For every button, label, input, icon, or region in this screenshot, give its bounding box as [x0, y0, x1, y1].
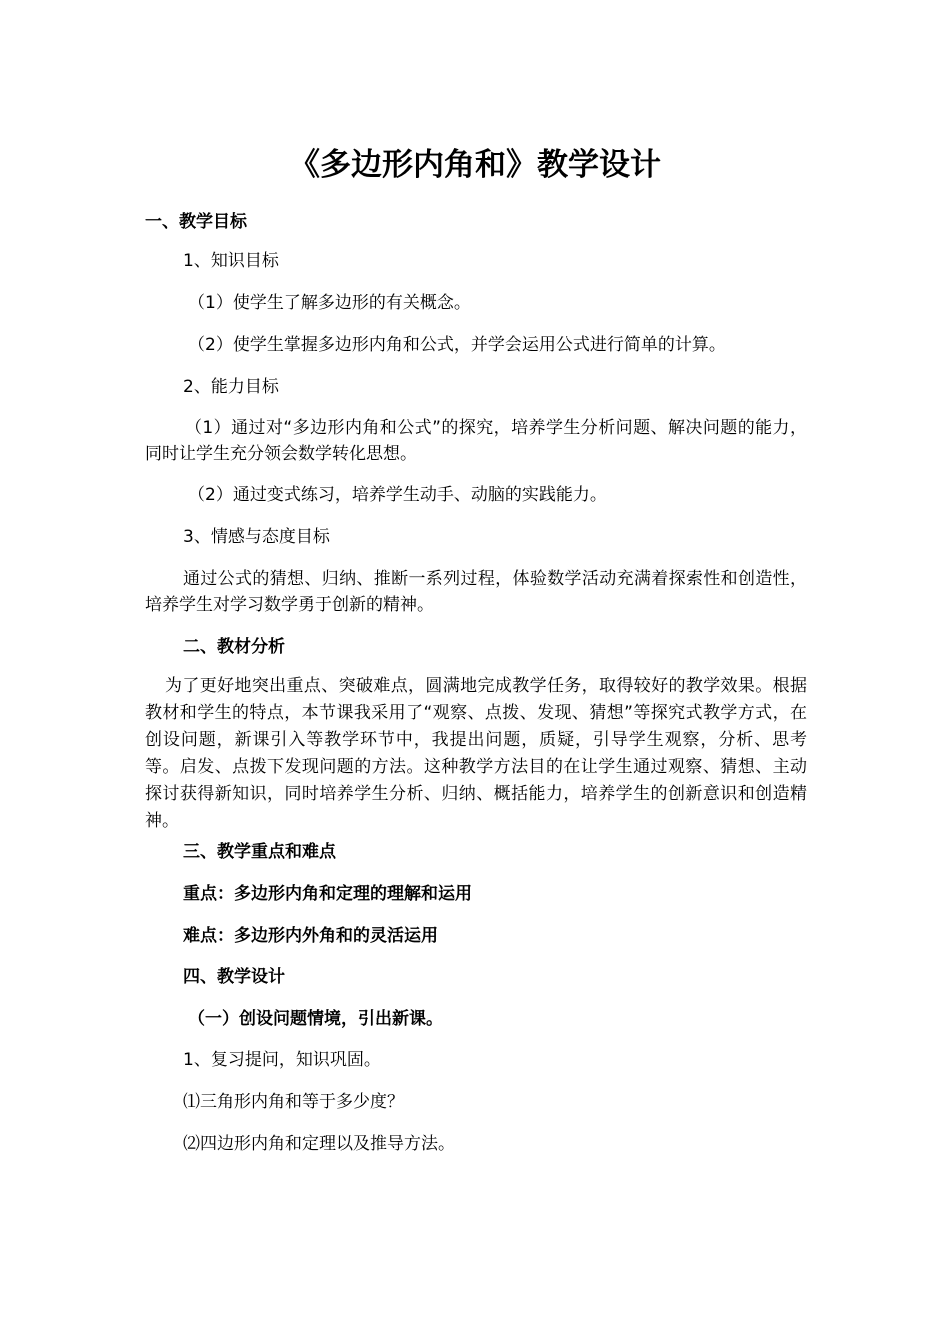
- key-point-text: 重点：多边形内角和定理的理解和运用: [183, 884, 472, 904]
- section-heading-teaching-goals: 一、教学目标: [145, 212, 247, 232]
- section-heading-material-analysis: 二、教材分析: [183, 637, 285, 657]
- document-title: 《多边形内角和》教学设计: [289, 147, 661, 183]
- section-heading-key-points: 三、教学重点和难点: [183, 842, 336, 862]
- subheading-ability-goal: 2、能力目标: [183, 377, 279, 397]
- ability-item-1: （1）通过对“多边形内角和公式”的探究，培养学生分析问题、解决问题的能力，同时让学生充分领会数学转化思想。: [145, 418, 807, 464]
- subheading-emotion-goal: 3、情感与态度目标: [183, 527, 330, 547]
- material-analysis-text: 为了更好地突出重点、突破难点，圆满地完成教学任务，取得较好的教学效果。根据教材和学生的特点，本节课我采用了“观察、点拨、发现、猜想”等探究式教学方式，在创设问题，新课引入等教学环节中，我提出问题，质疑，引导学生观察，分析、思考等。启发、点拨下发现问题的方法。这种教学方法目的在让学生通过观察、猜想、主动探讨获得新知识，同时培养学生分析、归纳、概括能力，培养学生的创新意识和创造精神。: [145, 676, 807, 831]
- subheading-knowledge-goal: 1、知识目标: [183, 251, 279, 271]
- ability-item-2: （2）通过变式练习，培养学生动手、动脑的实践能力。: [188, 485, 607, 505]
- knowledge-item-1: （1）使学生了解多边形的有关概念。: [188, 293, 471, 313]
- question-item-1: ⑴三角形内角和等于多少度？: [183, 1092, 404, 1112]
- emotion-goal-text: 通过公式的猜想、归纳、推断一系列过程，体验数学活动充满着探索性和创造性，培养学生对学习数学勇于创新的精神。: [145, 569, 807, 615]
- knowledge-item-2: （2）使学生掌握多边形内角和公式，并学会运用公式进行简单的计算。: [188, 335, 726, 355]
- question-item-2: ⑵四边形内角和定理以及推导方法。: [183, 1134, 455, 1154]
- subheading-create-situation: （一）创设问题情境，引出新课。: [188, 1009, 443, 1029]
- section-heading-teaching-design: 四、教学设计: [183, 967, 285, 987]
- review-item: 1、复习提问，知识巩固。: [183, 1050, 381, 1070]
- difficulty-text: 难点：多边形内外角和的灵活运用: [183, 926, 438, 946]
